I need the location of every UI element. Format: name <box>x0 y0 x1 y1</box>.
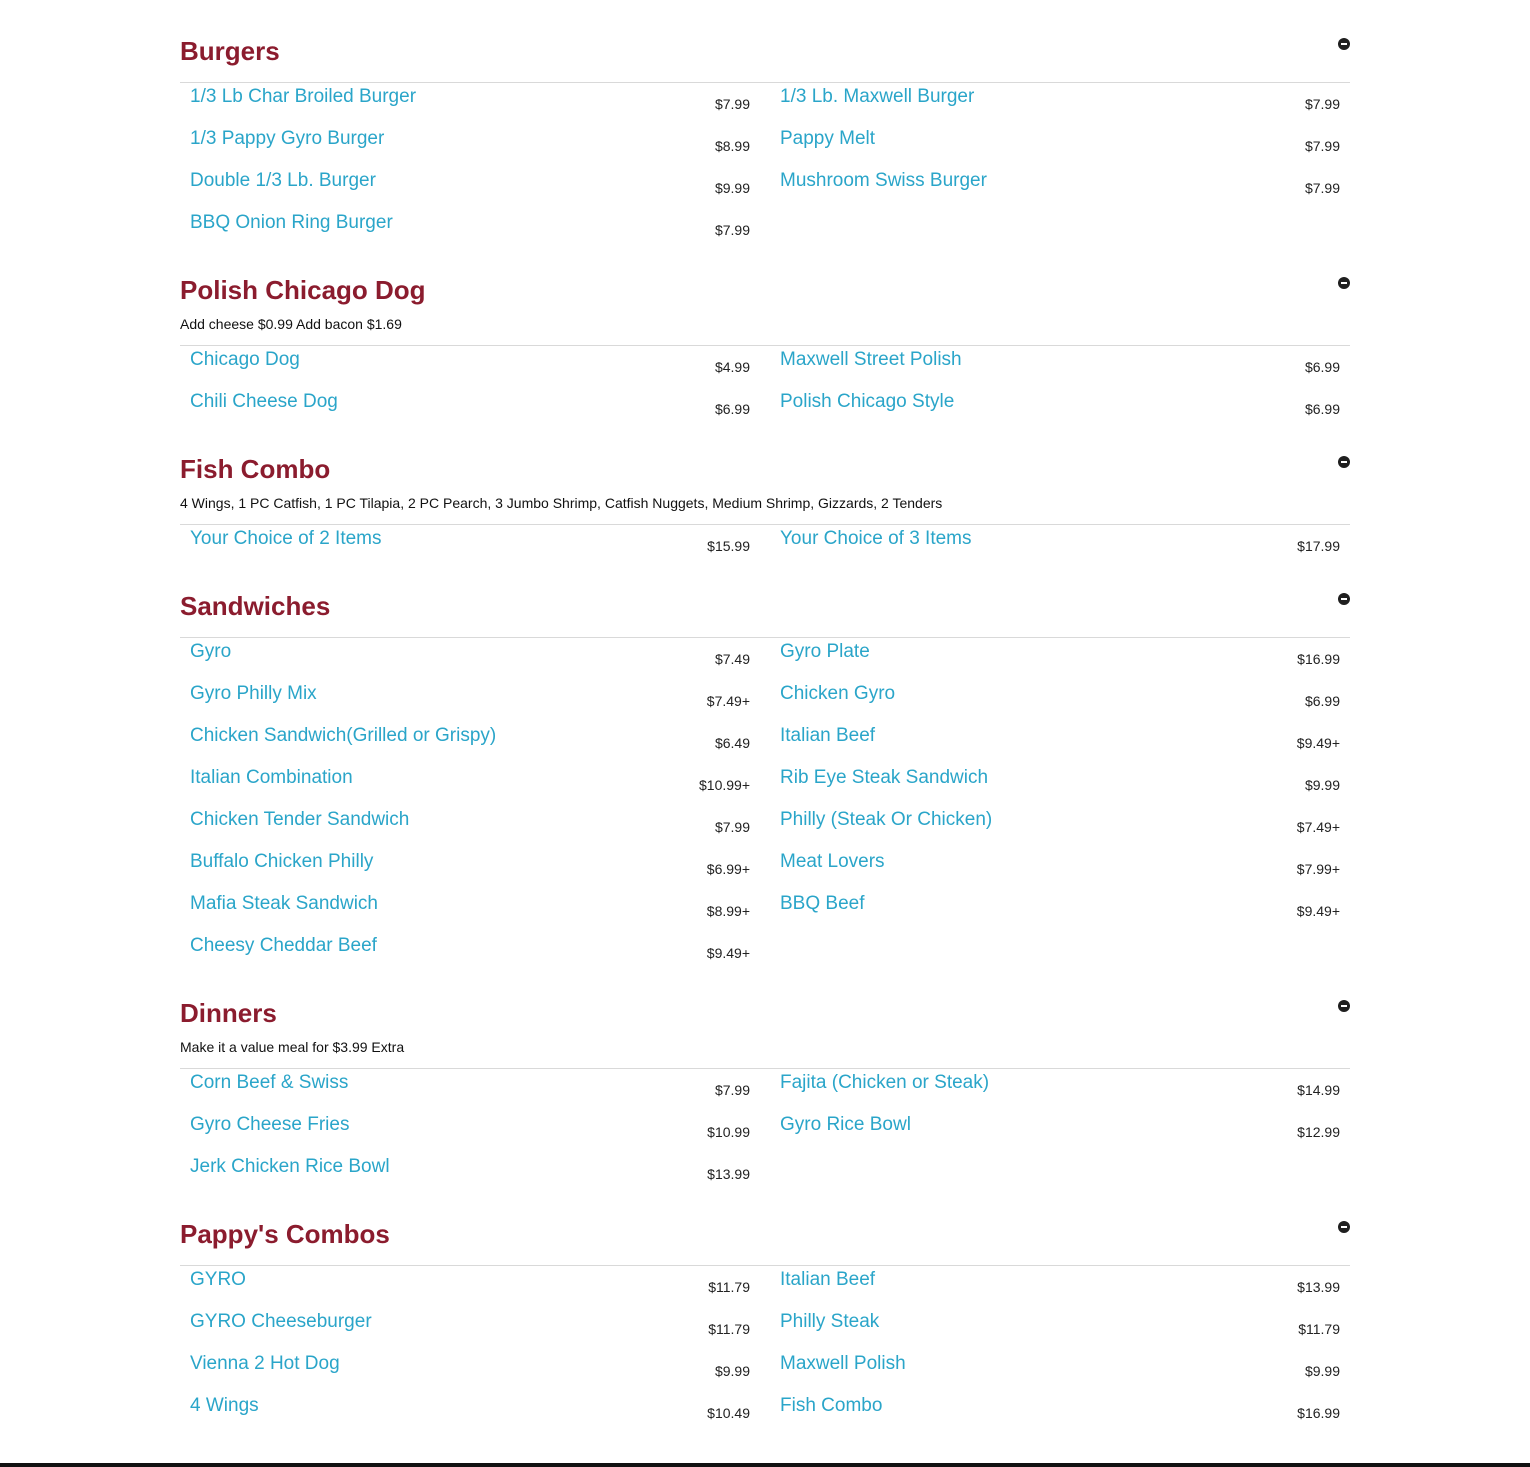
menu-item[interactable] <box>770 809 1350 851</box>
menu-item-name[interactable]: Chili Cheese Dog <box>190 391 338 412</box>
menu-item[interactable] <box>770 641 1350 683</box>
menu-item-name[interactable]: Chicken Sandwich(Grilled or Grispy) <box>190 725 497 746</box>
menu-item[interactable] <box>770 1114 1350 1156</box>
menu-item-price: $14.99 <box>1297 1082 1340 1098</box>
minus-circle-icon[interactable] <box>1338 1221 1350 1233</box>
menu-item[interactable] <box>180 1114 750 1156</box>
section-divider <box>180 524 1350 525</box>
footer-bar <box>0 1463 1530 1467</box>
menu-item[interactable] <box>180 212 750 254</box>
menu-item[interactable] <box>180 683 750 725</box>
minus-circle-icon[interactable] <box>1338 593 1350 605</box>
section-title: Pappy's Combos <box>180 1219 390 1249</box>
menu-item[interactable] <box>180 767 750 809</box>
menu-item-name[interactable]: BBQ Beef <box>780 893 865 914</box>
menu-item-name[interactable]: Cheesy Cheddar Beef <box>190 935 377 956</box>
section-description: Make it a value meal for $3.99 Extra <box>180 1039 405 1055</box>
menu-item-name[interactable]: Jerk Chicken Rice Bowl <box>190 1156 390 1177</box>
menu-item-name[interactable]: Philly (Steak Or Chicken) <box>780 809 993 830</box>
menu-item-price: $4.99 <box>714 359 750 375</box>
menu-item[interactable] <box>180 528 750 570</box>
menu-item[interactable] <box>770 851 1350 893</box>
minus-circle-icon[interactable] <box>1338 277 1350 289</box>
menu-item-price: $9.49+ <box>1296 735 1340 751</box>
section-title: Fish Combo <box>180 454 331 484</box>
menu-item-price: $6.99 <box>1304 359 1340 375</box>
menu-item[interactable] <box>770 1353 1350 1395</box>
menu-item[interactable] <box>770 1269 1350 1311</box>
menu-item-price: $7.99 <box>1304 96 1340 112</box>
menu-item[interactable] <box>770 1072 1350 1114</box>
menu-item-name[interactable]: Gyro <box>190 641 232 662</box>
menu-item-price: $11.79 <box>1298 1321 1340 1337</box>
menu-item-name[interactable]: 1/3 Lb. Maxwell Burger <box>780 86 975 107</box>
menu-item[interactable] <box>770 893 1350 935</box>
menu-item-name[interactable]: Mushroom Swiss Burger <box>780 170 987 191</box>
menu-item-name[interactable]: Fish Combo <box>780 1395 883 1416</box>
menu-item-price: $9.49+ <box>1296 903 1340 919</box>
minus-circle-icon[interactable] <box>1338 38 1350 50</box>
menu-item-name[interactable]: Gyro Cheese Fries <box>190 1114 350 1135</box>
menu-item-price: $7.99 <box>714 222 750 238</box>
menu-item[interactable] <box>770 767 1350 809</box>
menu-item-name[interactable]: Chicken Tender Sandwich <box>190 809 410 830</box>
menu-item-price: $6.99 <box>1304 401 1340 417</box>
menu-item-name[interactable]: Pappy Melt <box>780 128 876 149</box>
menu-item-name[interactable]: Meat Lovers <box>780 851 885 872</box>
menu-item-price: $6.99 <box>714 401 750 417</box>
menu-item[interactable] <box>180 1353 750 1395</box>
menu-item[interactable] <box>180 1395 750 1437</box>
menu-item[interactable] <box>180 809 750 851</box>
menu-item-price: $13.99 <box>707 1166 750 1182</box>
menu-item-name[interactable]: Corn Beef & Swiss <box>190 1072 349 1093</box>
section-divider <box>180 637 1350 638</box>
menu-item-name[interactable]: Philly Steak <box>780 1311 880 1332</box>
menu-item-name[interactable]: 4 Wings <box>190 1395 259 1416</box>
menu-item-name[interactable]: 1/3 Pappy Gyro Burger <box>190 128 385 149</box>
menu-item-name[interactable]: Rib Eye Steak Sandwich <box>780 767 989 788</box>
menu-item-price: $7.99 <box>714 1082 750 1098</box>
minus-circle-icon[interactable] <box>1338 1000 1350 1012</box>
menu-item[interactable] <box>770 170 1350 212</box>
menu-item-price: $9.99 <box>714 180 750 196</box>
section-description: Add cheese $0.99 Add bacon $1.69 <box>180 316 402 332</box>
menu-item-name[interactable]: Chicago Dog <box>190 349 300 370</box>
section-title: Polish Chicago Dog <box>180 275 426 305</box>
section-title: Sandwiches <box>180 591 331 621</box>
menu-item-name[interactable]: GYRO Cheeseburger <box>190 1311 372 1332</box>
menu-item[interactable] <box>180 851 750 893</box>
section-divider <box>180 345 1350 346</box>
menu-item-name[interactable]: Chicken Gyro <box>780 683 896 704</box>
menu-item[interactable] <box>180 1072 750 1114</box>
menu-item[interactable] <box>180 128 750 170</box>
menu-item[interactable] <box>770 349 1350 391</box>
menu-item-name[interactable]: 1/3 Lb Char Broiled Burger <box>190 86 417 107</box>
menu-item-name[interactable]: Maxwell Polish <box>780 1353 906 1374</box>
menu-item-name[interactable]: Maxwell Street Polish <box>780 349 962 370</box>
menu-item-price: $12.99 <box>1297 1124 1340 1140</box>
menu-item-price: $9.49+ <box>706 945 750 961</box>
menu-item-price: $7.99+ <box>1296 861 1340 877</box>
menu-item-price: $7.99 <box>1304 138 1340 154</box>
menu-item-price: $7.49 <box>714 651 750 667</box>
menu-item[interactable] <box>180 641 750 683</box>
menu-item[interactable] <box>180 349 750 391</box>
menu-item-price: $6.99+ <box>706 861 750 877</box>
menu-item-price: $8.99 <box>714 138 750 154</box>
menu-item-price: $10.99+ <box>699 777 750 793</box>
menu-item[interactable] <box>770 1395 1350 1437</box>
menu-item[interactable] <box>180 1311 750 1353</box>
menu-item-price: $15.99 <box>707 538 750 554</box>
menu-item-price: $6.99 <box>1304 693 1340 709</box>
menu-item-name[interactable]: Double 1/3 Lb. Burger <box>190 170 376 191</box>
menu-item-price: $10.49 <box>707 1405 750 1421</box>
menu-item[interactable] <box>180 1156 750 1198</box>
menu-item[interactable] <box>180 725 750 767</box>
menu-item[interactable] <box>180 893 750 935</box>
menu-item[interactable] <box>180 391 750 433</box>
menu-item[interactable] <box>770 528 1350 570</box>
section-divider <box>180 1068 1350 1069</box>
menu-item-price: $7.99 <box>714 819 750 835</box>
menu-item-price: $11.79 <box>708 1279 750 1295</box>
menu-item-name[interactable]: Polish Chicago Style <box>780 391 955 412</box>
menu-item-name[interactable]: BBQ Onion Ring Burger <box>190 212 393 233</box>
menu-item-name[interactable]: Vienna 2 Hot Dog <box>190 1353 340 1374</box>
menu-item-price: $17.99 <box>1297 538 1340 554</box>
menu-item-name[interactable]: Fajita (Chicken or Steak) <box>780 1072 990 1093</box>
menu-item[interactable] <box>770 128 1350 170</box>
menu-item-name[interactable]: Your Choice of 2 Items <box>190 528 382 549</box>
menu-item-price: $7.99 <box>714 96 750 112</box>
menu-item-name[interactable]: GYRO <box>190 1269 246 1290</box>
menu-item-name[interactable]: Your Choice of 3 Items <box>780 528 972 549</box>
section-description: 4 Wings, 1 PC Catfish, 1 PC Tilapia, 2 PC Pearch, 3 Jumbo Shrimp, Catfish Nuggets, Medium Shrimp, Gizzards, 2 Tenders <box>180 495 943 511</box>
section-divider <box>180 82 1350 83</box>
menu-item[interactable] <box>770 725 1350 767</box>
menu-item[interactable] <box>180 170 750 212</box>
menu-item-price: $11.79 <box>708 1321 750 1337</box>
menu-item-name[interactable]: Gyro Plate <box>780 641 870 662</box>
menu-item[interactable] <box>180 935 750 977</box>
menu-item-price: $9.99 <box>1304 777 1340 793</box>
section-divider <box>180 1265 1350 1266</box>
menu-item-price: $16.99 <box>1297 651 1340 667</box>
menu-item-price: $16.99 <box>1297 1405 1340 1421</box>
menu-item-price: $7.99 <box>1304 180 1340 196</box>
menu-item-name[interactable]: Italian Combination <box>190 767 353 788</box>
menu-item-name[interactable]: Gyro Rice Bowl <box>780 1114 911 1135</box>
menu-item[interactable] <box>770 683 1350 725</box>
section-title: Burgers <box>180 36 280 66</box>
menu-item-price: $8.99+ <box>706 903 750 919</box>
menu-item-price: $10.99 <box>707 1124 750 1140</box>
minus-circle-icon[interactable] <box>1338 456 1350 468</box>
menu-item[interactable] <box>770 86 1350 128</box>
menu-item-name[interactable]: Mafia Steak Sandwich <box>190 893 378 914</box>
menu-item-name[interactable]: Italian Beef <box>780 1269 876 1290</box>
menu-item[interactable] <box>770 1311 1350 1353</box>
menu-item-name[interactable]: Gyro Philly Mix <box>190 683 317 704</box>
menu-item[interactable] <box>180 1269 750 1311</box>
menu-item-price: $7.49+ <box>706 693 750 709</box>
menu-item-name[interactable]: Italian Beef <box>780 725 876 746</box>
menu-item-price: $6.49 <box>714 735 750 751</box>
section-title: Dinners <box>180 998 277 1028</box>
menu-item[interactable] <box>180 86 750 128</box>
menu-item-price: $13.99 <box>1297 1279 1340 1295</box>
menu-item-price: $9.99 <box>714 1363 750 1379</box>
menu-item-price: $9.99 <box>1304 1363 1340 1379</box>
menu-item-name[interactable]: Buffalo Chicken Philly <box>190 851 374 872</box>
menu-item[interactable] <box>770 391 1350 433</box>
menu-item-price: $7.49+ <box>1296 819 1340 835</box>
